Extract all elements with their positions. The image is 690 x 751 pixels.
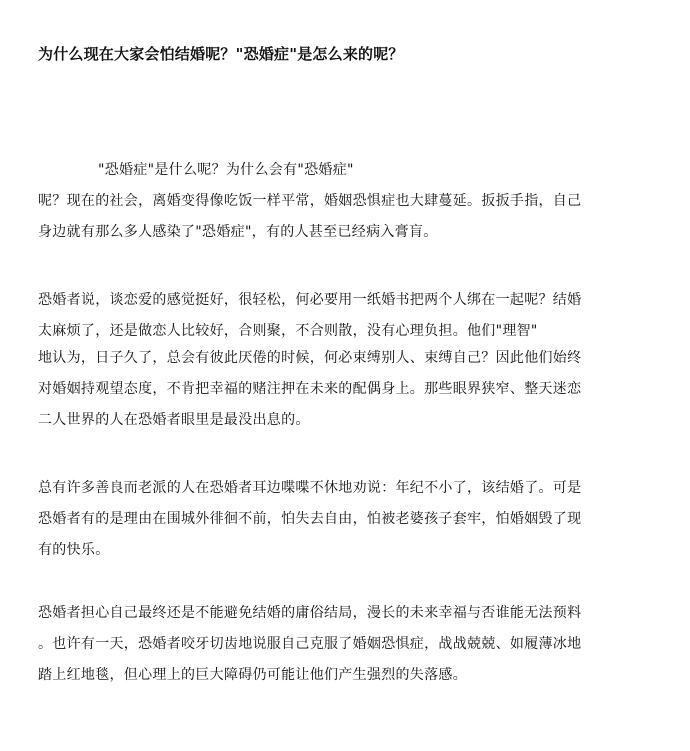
paragraph-2-line-5: 二人世界的人在恐婚者眼里是最没出息的。 — [38, 412, 310, 428]
document-title: 为什么现在大家会怕结婚呢？"恐婚症"是怎么来的呢？ — [38, 45, 404, 63]
paragraph-4-line-1: 恐婚者担心自己最终还是不能避免结婚的庸俗结局，漫长的未来幸福与否谁能无法预料 — [38, 605, 582, 621]
paragraph-2-line-3: 地认为，日子久了，总会有彼此厌倦的时候，何必束缚别人、束缚自己？因此他们始终 — [38, 350, 582, 366]
paragraph-3-line-3: 有的快乐。 — [38, 542, 110, 558]
paragraph-4-line-2: 。也许有一天，恐婚者咬牙切齿地说服自己克服了婚姻恐惧症，战战兢兢、如履薄冰地 — [38, 636, 582, 652]
paragraph-2-line-4: 对婚姻持观望态度，不肯把幸福的赌注押在未来的配偶身上。那些眼界狭窄、整天迷恋 — [38, 381, 582, 397]
paragraph-2-line-2: 太麻烦了，还是做恋人比较好，合则聚，不合则散，没有心理负担。他们"理智" — [38, 323, 538, 339]
paragraph-1-line-2: 呢？现在的社会，离婚变得像吃饭一样平常，婚姻恐惧症也大肆蔓延。扳扳手指，自己 — [38, 193, 582, 209]
paragraph-3-line-1: 总有许多善良而老派的人在恐婚者耳边喋喋不休地劝说：年纪不小了，该结婚了。可是 — [38, 480, 582, 496]
paragraph-3-line-2: 恐婚者有的是理由在围城外徘徊不前，怕失去自由，怕被老婆孩子套牢，怕婚姻毁了现 — [38, 511, 582, 527]
paragraph-1-line-3: 身边就有那么多人感染了"恐婚症"，有的人甚至已经病入膏肓。 — [38, 224, 438, 240]
paragraph-4-line-3: 踏上红地毯，但心理上的巨大障碍仍可能让他们产生强烈的失落感。 — [38, 667, 467, 683]
paragraph-1-line-1: "恐婚症"是什么呢？为什么会有"恐婚症" — [98, 162, 354, 178]
paragraph-2-line-1: 恐婚者说，谈恋爱的感觉挺好，很轻松，何必要用一纸婚书把两个人绑在一起呢？结婚 — [38, 292, 582, 308]
